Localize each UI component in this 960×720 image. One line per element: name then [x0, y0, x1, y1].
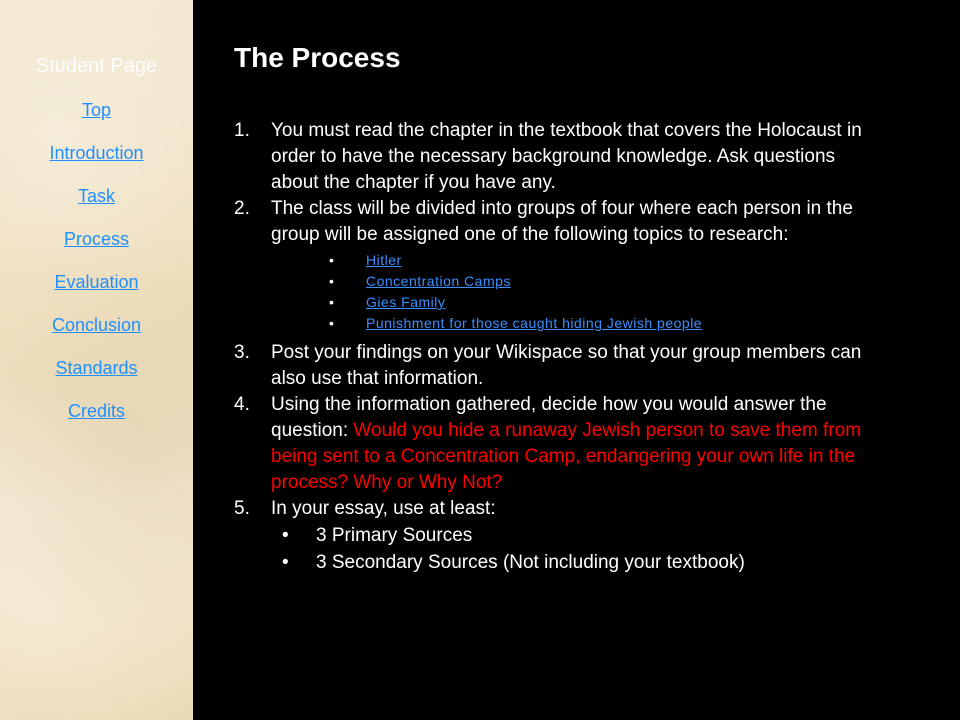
nav-link-evaluation[interactable]: Evaluation [54, 272, 139, 292]
nav-link-top[interactable]: Top [81, 100, 112, 120]
sidebar-item-process [0, 229, 193, 272]
step-1 [234, 118, 874, 196]
step-number: 5. [234, 498, 250, 519]
essay-question: Would you hide a runaway Jewish person to save them from being sent to a Concentration Camp, endangering your own life in the process? Why or Why Not? [271, 420, 862, 493]
step-text: You must read the chapter in the textbook that covers the Holocaust in order to have the necessary background knowledge. Ask questions about the chapter if you have any. [271, 120, 862, 193]
step-number: 4. [234, 394, 250, 415]
step-number: 3. [234, 342, 250, 363]
step-number: 1. [234, 120, 250, 141]
nav-link-process[interactable]: Process [63, 229, 130, 249]
step-2 [234, 196, 874, 248]
list-item [234, 250, 874, 271]
nav-link-task[interactable]: Task [77, 186, 115, 206]
nav-link-conclusion[interactable]: Conclusion [51, 315, 142, 335]
sidebar-item-top [0, 100, 193, 143]
topic-links [234, 250, 874, 334]
source-requirements [234, 522, 874, 576]
page-title: The Process [234, 42, 401, 73]
topic-link-punishment[interactable]: Punishment for those caught hiding Jewish people [366, 315, 703, 331]
step-4 [234, 392, 874, 496]
nav-link-credits[interactable]: Credits [67, 401, 125, 421]
nav-link-standards[interactable]: Standards [55, 358, 138, 378]
sidebar-item-evaluation [0, 272, 193, 315]
step-text: Post your findings on your Wikispace so that your group members can also use that information. [271, 342, 862, 389]
list-item [234, 313, 874, 334]
topic-link-concentration-camps[interactable]: Concentration Camps [366, 273, 511, 289]
sidebar-item-standards [0, 358, 193, 401]
topic-link-hitler[interactable]: Hitler [366, 252, 402, 268]
step-text: In your essay, use at least: [271, 498, 496, 519]
step-3 [234, 340, 874, 392]
step-text: Using the information gathered, decide how you would answer the question: [271, 394, 827, 441]
step-text: The class will be divided into groups of four where each person in the group will be assigned one of the following topics to research: [271, 198, 853, 245]
list-item [234, 292, 874, 313]
sidebar [0, 0, 193, 720]
list-item: • 3 Primary Sources [234, 522, 874, 549]
nav-link-introduction[interactable]: Introduction [49, 143, 144, 163]
sidebar-item-task [0, 186, 193, 229]
list-item: • 3 Secondary Sources (Not including your textbook) [234, 549, 874, 576]
sidebar-nav [0, 100, 193, 444]
process-steps [234, 118, 874, 576]
sidebar-item-introduction [0, 143, 193, 186]
sidebar-item-credits [0, 401, 193, 444]
topic-link-gies-family[interactable]: Gies Family [366, 294, 446, 310]
list-item [234, 271, 874, 292]
step-number: 2. [234, 198, 250, 219]
sidebar-item-conclusion [0, 315, 193, 358]
sidebar-title: Student Page [35, 55, 158, 77]
step-5 [234, 496, 874, 522]
